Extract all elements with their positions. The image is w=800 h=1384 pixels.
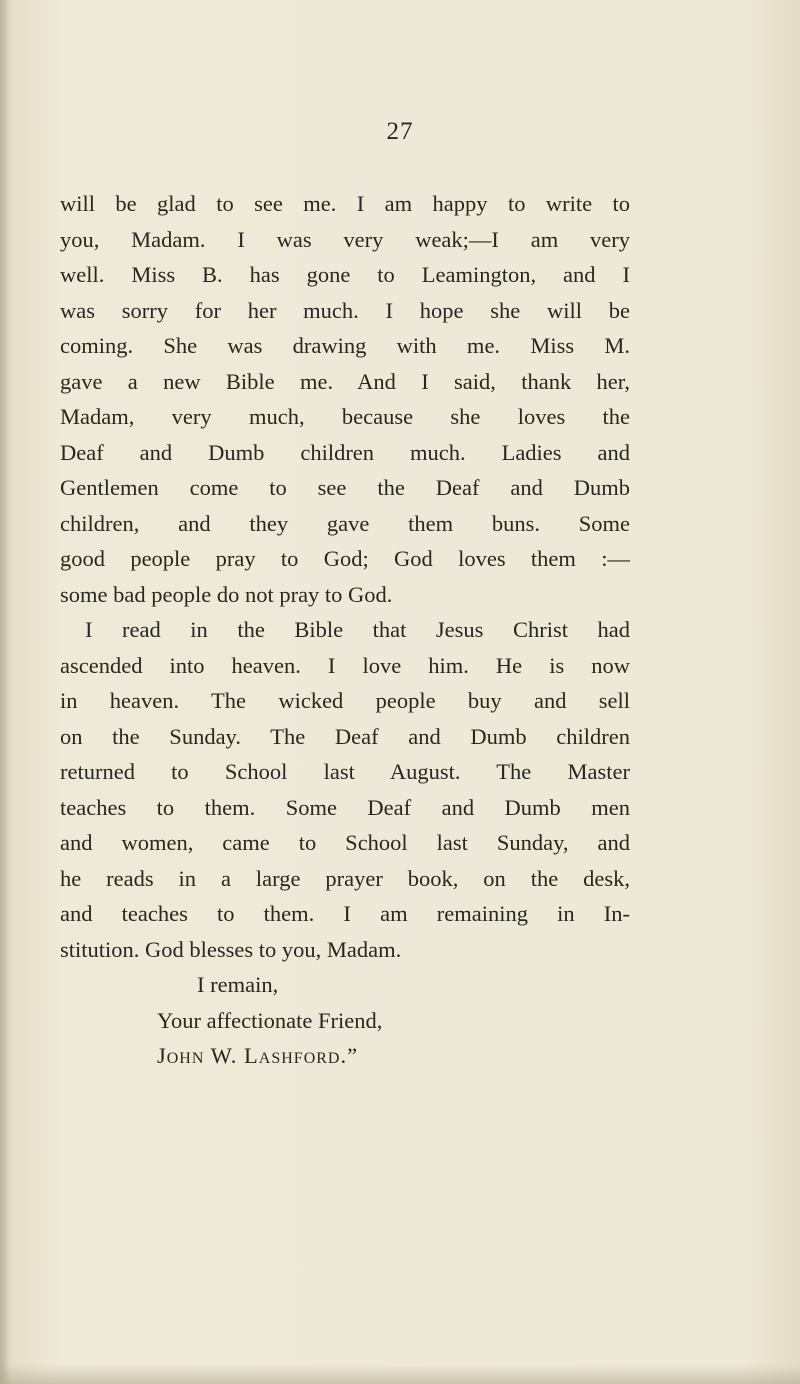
closing-phrase: Your affectionate Friend, [157,1007,383,1033]
text-line: on the Sunday. The Deaf and Dumb children [60,723,630,749]
closing-salutation: I remain, [197,972,279,997]
text-line: Madam, very much, because she loves the [60,404,630,429]
text-line: and women, came to School last Sunday, and [60,830,630,855]
text-line: Gentlemen come to see the Deaf and Dumb [60,475,630,500]
text-line: Deaf and Dumb children much. Ladies and [60,439,630,465]
text-line: good people pray to God; God loves them :— [60,546,630,571]
page-number: 27 [386,118,414,145]
text-line: you, Madam. I was very weak;—I am very [60,226,630,252]
signature: John W. Lashford.” [157,1043,359,1068]
text-line: well. Miss B. has gone to Leamington, and I [60,262,630,287]
text-line: was sorry for her much. I hope she will be [60,297,630,323]
page-bottom-edge [0,1364,800,1384]
text-line: returned to School last August. The Master [60,759,630,784]
text-line: will be glad to see me. I am happy to write to [60,191,630,216]
text-line: coming. She was drawing with me. Miss M. [60,333,630,358]
text-line: and teaches to them. I am remaining in In- [60,901,630,926]
page-binding-edge [0,0,10,1384]
letter-body [60,186,630,1074]
text-line: he reads in a large prayer book, on the desk, [60,865,630,891]
text-line: I read in the Bible that Jesus Christ had [85,617,630,642]
text-line: ascended into heaven. I love him. He is now [60,652,630,678]
text-line: in heaven. The wicked people buy and sell [60,688,630,713]
text-line: teaches to them. Some Deaf and Dumb men [60,794,630,820]
text-line: some bad people do not pray to God. [60,581,393,607]
text-line: stitution. God blesses to you, Madam. [60,936,402,962]
text-line: children, and they gave them buns. Some [60,510,630,536]
text-line: gave a new Bible me. And I said, thank her, [60,368,630,394]
